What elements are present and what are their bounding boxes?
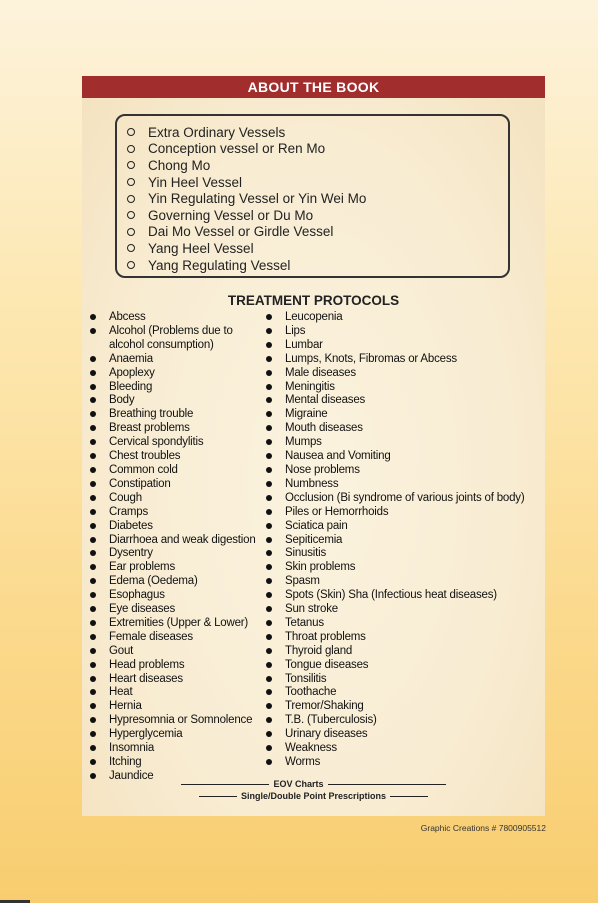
protocol-item [263,339,524,353]
protocol-item [87,381,256,395]
bullet-icon [266,550,272,556]
protocol-label: Spasm [285,575,320,588]
protocol-item [87,436,256,450]
protocol-label: Heart diseases [109,672,183,685]
bullet-icon [90,676,96,682]
bullet-icon [90,537,96,543]
bullet-icon [266,648,272,654]
bullet-icon [90,759,96,765]
vessel-label: Yin Regulating Vessel or Yin Wei Mo [148,191,367,207]
protocol-label: Nausea and Vomiting [285,450,391,463]
protocol-item [263,520,524,534]
bullet-icon [90,662,96,668]
protocol-item [263,422,524,436]
protocol-label: Chest troubles [109,450,181,463]
protocol-label: Abcess [109,311,146,323]
protocol-label: Extremities (Upper & Lower) [109,616,249,629]
protocol-item [263,659,524,673]
protocol-label: Cramps [109,505,149,518]
protocol-label: Ear problems [109,561,175,574]
protocol-item [87,394,256,408]
protocol-item [87,603,256,617]
protocol-label: T.B. (Tuberculosis) [285,714,377,727]
protocol-item [87,492,256,506]
bullet-icon [266,620,272,626]
bullet-icon [266,411,272,417]
bullet-icon [90,523,96,529]
bullet-icon [90,620,96,626]
bullet-icon [90,578,96,584]
circle-bullet-icon [127,195,135,203]
bullet-icon [90,509,96,515]
vessel-item [127,207,366,224]
bullet-icon [266,453,272,459]
protocol-label: Mental diseases [285,394,366,407]
protocol-label: Migraine [285,408,328,421]
protocol-label: Toothache [285,686,337,699]
protocol-item [87,325,256,353]
protocol-item [87,686,256,700]
protocol-label: Meningitis [285,380,335,393]
protocol-label: Eye diseases [109,603,175,616]
vessel-item [127,174,366,191]
protocol-label: Diarrhoea and weak digestion [109,533,256,546]
bullet-icon [90,648,96,654]
bullet-icon [266,467,272,473]
circle-bullet-icon [127,228,135,236]
protocol-label: Sepiticemia [285,533,343,546]
bullet-icon [266,689,272,695]
protocol-label: Body [109,394,135,407]
circle-bullet-icon [127,211,135,219]
protocol-item [87,756,256,770]
bullet-icon [90,411,96,417]
protocol-item [263,408,524,422]
bullet-icon [266,495,272,501]
bullet-icon [266,578,272,584]
bullet-icon [90,606,96,612]
protocol-item [263,394,524,408]
protocol-item [263,450,524,464]
protocol-item [263,575,524,589]
bullet-icon [266,634,272,640]
protocol-label: Sun stroke [285,603,338,616]
protocol-item [87,561,256,575]
bullet-icon [90,453,96,459]
circle-bullet-icon [127,261,135,269]
vessel-item [127,190,366,207]
bullet-icon [90,564,96,570]
protocol-label: Male diseases [285,366,356,379]
protocol-item [263,547,524,561]
protocol-item [87,478,256,492]
vessel-label: Conception vessel or Ren Mo [148,141,326,157]
protocol-label: Cervical spondylitis [109,436,204,449]
protocol-item [263,492,524,506]
protocol-label: Esophagus [109,589,165,602]
protocol-item [87,547,256,561]
protocol-label: Occlusion (Bi syndrome of various joints of body) [285,491,525,504]
bullet-icon [90,634,96,640]
about-book-panel [82,76,545,816]
bullet-icon [90,745,96,751]
footer-eov-charts [82,779,545,789]
protocol-label: Head problems [109,658,185,671]
protocol-item [87,700,256,714]
protocol-item [87,645,256,659]
protocol-item [263,381,524,395]
vessel-label: Governing Vessel or Du Mo [148,207,314,223]
footer-line2-text: Single/Double Point Prescriptions [240,791,387,801]
vessel-label: Chong Mo [148,157,211,173]
vessel-box [115,114,510,278]
footer-rule-right [328,784,446,785]
protocol-item [263,603,524,617]
protocol-label: Cough [109,491,142,504]
protocol-item [87,422,256,436]
protocol-label: Thyroid gland [285,644,353,657]
protocol-item [87,589,256,603]
footer-prescriptions [82,791,545,801]
bullet-icon [266,592,272,598]
protocol-item [263,534,524,548]
bullet-icon [266,703,272,709]
bullet-icon [90,773,96,779]
protocol-label: Lumps, Knots, Fibromas or Abcess [285,352,457,365]
bullet-icon [266,425,272,431]
protocol-item [87,311,256,325]
protocol-item [87,520,256,534]
bullet-icon [266,397,272,403]
protocol-label: Throat problems [285,630,366,643]
protocol-label: Weakness [285,742,337,755]
bullet-icon [90,397,96,403]
bullet-icon [266,731,272,737]
protocol-label: Piles or Hemorrhoids [285,505,389,518]
protocol-item [263,325,524,339]
banner-title: ABOUT THE BOOK [247,79,380,95]
protocol-item [263,742,524,756]
protocol-label: Jaundice [109,769,154,782]
protocol-label: Lips [285,324,306,337]
protocol-label: Common cold [109,463,178,476]
bullet-icon [90,689,96,695]
protocol-label: Sciatica pain [285,519,348,532]
protocol-label: Mouth diseases [285,422,363,435]
footer-rule-right [390,796,428,797]
protocol-label: Female diseases [109,630,193,643]
protocol-item [263,464,524,478]
protocol-item [87,617,256,631]
circle-bullet-icon [127,244,135,252]
protocol-item [87,534,256,548]
bullet-icon [266,328,272,334]
protocol-label: Lumbar [285,338,323,351]
bullet-icon [266,676,272,682]
footer-rule-left [181,784,269,785]
protocol-label: Leucopenia [285,311,343,323]
bullet-icon [90,592,96,598]
protocol-label: Breathing trouble [109,408,194,421]
bullet-icon [266,717,272,723]
protocol-item [263,714,524,728]
protocol-item [87,408,256,422]
bullet-icon [266,481,272,487]
bullet-icon [266,606,272,612]
protocol-label: Diabetes [109,519,153,532]
protocol-label: Tongue diseases [285,658,369,671]
protocol-item [87,450,256,464]
protocol-item [87,728,256,742]
protocol-item [87,631,256,645]
protocol-label: Nose problems [285,463,360,476]
protocol-item [87,714,256,728]
bullet-icon [90,703,96,709]
bullet-icon [90,495,96,501]
bullet-icon [90,328,96,334]
bullet-icon [266,342,272,348]
protocol-item [263,561,524,575]
protocol-item [263,728,524,742]
protocol-item [263,367,524,381]
protocols-right-column [263,311,524,770]
protocol-label: Tonsilitis [285,672,327,685]
bullet-icon [266,523,272,529]
vessel-list [127,124,366,273]
protocol-label: Skin problems [285,561,356,574]
bullet-icon [90,356,96,362]
protocol-label: Worms [285,756,321,768]
protocol-label: Tremor/Shaking [285,700,364,713]
protocol-label: Tetanus [285,616,324,629]
vessel-label: Yang Heel Vessel [148,240,254,256]
protocol-label: Itching [109,756,142,768]
protocols-title: TREATMENT PROTOCOLS [227,293,400,308]
bullet-icon [90,425,96,431]
protocol-label: Alcohol (Problems due to alcohol consumption) [109,324,233,351]
protocol-item [263,686,524,700]
bullet-icon [266,384,272,390]
protocol-label: Numbness [285,477,339,490]
protocol-label: Sinusitis [285,547,327,560]
protocols-left-column [87,311,256,784]
bullet-icon [266,662,272,668]
bullet-icon [90,314,96,320]
footer-line1-text: EOV Charts [273,779,324,789]
bullet-icon [90,550,96,556]
bullet-icon [90,467,96,473]
protocol-label: Gout [109,644,134,657]
protocol-item [263,673,524,687]
protocol-label: Insomnia [109,742,155,755]
circle-bullet-icon [127,178,135,186]
vessel-item [127,157,366,174]
protocol-item [87,367,256,381]
protocol-label: Apoplexy [109,366,155,379]
protocol-item [263,506,524,520]
bullet-icon [266,314,272,320]
bullet-icon [90,370,96,376]
bullet-icon [266,759,272,765]
protocol-item [263,645,524,659]
protocol-label: Dysentry [109,547,153,560]
protocol-item [263,589,524,603]
bullet-icon [266,439,272,445]
protocol-item [87,742,256,756]
protocol-label: Hernia [109,700,142,713]
circle-bullet-icon [127,161,135,169]
bullet-icon [90,717,96,723]
protocol-label: Spots (Skin) Sha (Infectious heat diseases) [285,589,497,602]
circle-bullet-icon [127,145,135,153]
bullet-icon [266,745,272,751]
protocol-label: Mumps [285,436,322,449]
protocol-label: Heat [109,686,133,699]
vessel-label: Yang Regulating Vessel [148,257,291,273]
protocol-item [87,659,256,673]
bullet-icon [90,731,96,737]
protocol-label: Edema (Oedema) [109,575,198,588]
bullet-icon [266,356,272,362]
about-banner [82,76,545,98]
protocol-label: Hypresomnia or Somnolence [109,714,253,727]
protocol-item [263,756,524,770]
protocol-label: Urinary diseases [285,728,368,741]
bullet-icon [266,370,272,376]
protocol-item [263,700,524,714]
protocol-item [263,478,524,492]
protocol-label: Constipation [109,477,171,490]
circle-bullet-icon [127,128,135,136]
protocol-item [87,673,256,687]
protocol-item [263,436,524,450]
vessel-label: Extra Ordinary Vessels [148,124,286,140]
vessel-label: Yin Heel Vessel [148,174,243,190]
vessel-label: Dai Mo Vessel or Girdle Vessel [148,224,334,240]
vessel-item [127,124,366,141]
protocol-item [263,617,524,631]
vessel-item [127,224,366,241]
bullet-icon [266,509,272,515]
bullet-icon [90,439,96,445]
protocol-label: Anaemia [109,352,153,365]
protocol-item [263,311,524,325]
vessel-item [127,240,366,257]
protocol-item [87,506,256,520]
protocol-item [87,464,256,478]
protocol-item [263,631,524,645]
protocol-item [263,353,524,367]
graphic-credit: Graphic Creations # 7800905512 [420,823,546,833]
bullet-icon [90,481,96,487]
vessel-item [127,257,366,274]
bullet-icon [266,537,272,543]
protocol-label: Breast problems [109,422,190,435]
footer-rule-left [199,796,237,797]
bullet-icon [90,384,96,390]
vessel-item [127,141,366,158]
bullet-icon [266,564,272,570]
protocol-item [87,353,256,367]
protocol-label: Hyperglycemia [109,728,183,741]
protocol-label: Bleeding [109,380,153,393]
protocol-item [87,575,256,589]
